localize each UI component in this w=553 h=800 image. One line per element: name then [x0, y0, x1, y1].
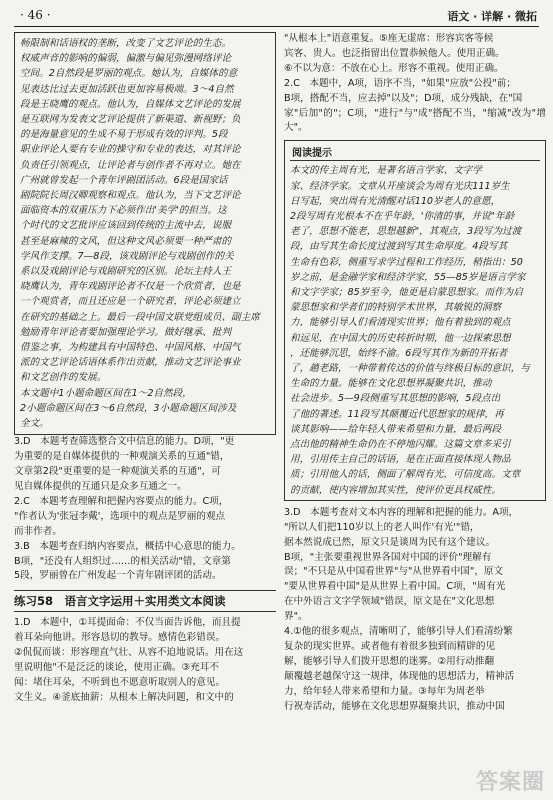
text-line: 晓鹰认为，青年戏剧评论者不仅是一个欣赏者，也是	[20, 281, 241, 293]
text-line: "作者认为'张冠李戴'，选项中的观点是罗丽的观点	[14, 510, 226, 522]
text-line: 见表达比过去更加活跃也更加容易极端。3～4自然	[20, 83, 234, 95]
answer-block	[284, 506, 546, 715]
text-line: 用，引用传主自己的话语，是在正面直接体现人物品	[290, 454, 511, 466]
text-line: 借鉴之事，为构建具有中国特色、中国风格、中国气	[20, 342, 241, 354]
text-line: 闻：堵住耳朵，不听到也不愿意听取别人的意见。	[14, 676, 226, 688]
text-line: 社会进步。5—9段侧重写其思想的影响，5段点出	[290, 393, 501, 405]
text-line: 和文字学家；85岁至今，他更是启蒙思想家。而作为启	[290, 286, 523, 298]
exercise-answers	[14, 616, 276, 705]
text-line: 质；引用他人的话，侧面了解周有光，可信度高。文章	[290, 469, 521, 481]
text-line: "要从世界看中国"是从世界上看中国。C项，"周有光	[284, 581, 506, 593]
text-line: 空间。2自然段是罗丽的观点。她认为，自媒体的意	[20, 68, 238, 80]
text-line: 4.①他的很多观点，清晰明了，能够引导人们看清纷繁	[284, 626, 513, 638]
text-line: 1.D 本题中，①耳提面命：不仅当面告诉他，而且提	[14, 617, 241, 629]
text-line: 的是海量意见的生成不易于形成有效的评判。5段	[20, 129, 228, 141]
text-line: 派的文艺评论话语体系作出贡献，推动文艺评论事业	[20, 357, 241, 369]
text-line: 本文的传主周有光，是著名语言学家、文字学	[290, 165, 482, 177]
text-line: 职业评论人要有专业的操守和专业的表达，对其评论	[20, 144, 241, 156]
text-line: 日写起，突出周有光清醒对话110岁老人的意愿，	[290, 195, 501, 207]
exercise-title: 练习58 语言文字运用＋实用类文本阅读	[14, 590, 276, 612]
text-line: 文生义。④釜底抽薪：从根本上解决问题，和文中的	[14, 691, 234, 703]
text-line: 了他的著述。11段写其颠覆近代思想家的规律，再	[290, 408, 504, 420]
text-line: 2小题命题区间在3～6自然段，3小题命题区间涉及	[20, 402, 237, 414]
answer-block	[14, 435, 276, 584]
page-number: · 46 ·	[20, 8, 51, 22]
text-line: 本文题中1小题命题区间在1～2自然段，	[20, 387, 192, 399]
analysis-box	[14, 32, 276, 435]
text-line: 见自媒体提供的互通只是众多互通之一。	[14, 481, 187, 492]
text-line: 权威声音的影响的偏弱，偏激与偏见弥漫网络评论	[20, 53, 232, 65]
reading-tips-box	[284, 140, 546, 500]
text-line: 负责任引领观点，让评论者与创作者不再对立。她在	[20, 159, 241, 171]
text-line: 甚至是麻辣的文风，但这种文风必须要一种严肃的	[20, 235, 232, 247]
text-line: 在中外语言文字学领域"错误，原文是在"文化思想	[284, 596, 495, 608]
text-line: 了，趟老路，一种带着传达的价值与终极目标的意识，与	[290, 362, 530, 374]
text-line: 3.B 本题考查归纳内容要点，概括中心意思的能力。	[14, 540, 241, 552]
right-column	[284, 32, 546, 796]
text-line: 宾客、贵人。也泛指留出位置恭候他人。使用正确。	[284, 47, 505, 59]
text-line: 复杂的现实世界。或者他有着很多独到而精辟的见	[284, 640, 496, 652]
text-line: 为重要的是自媒体提供的一种观演关系的互通"错，	[14, 451, 230, 463]
header-rule	[14, 26, 539, 27]
text-line: 个时代的文艺批评应该回到传统的主流中去，说服	[20, 220, 232, 232]
text-line: ，还能够沉思，始终不渝。6段写其作为新的开拓者	[290, 347, 508, 359]
text-line: B项，"主张要重视世界各国对中国的评价"理解有	[284, 551, 492, 563]
answer-continuation	[284, 32, 546, 136]
text-line: 是互联网为发表文艺评论提供了新渠道、新视野；负	[20, 114, 241, 126]
text-line: 文章第2段"更重要的是一种观演关系的互通"，可	[14, 466, 221, 478]
text-line: 界"。	[284, 611, 308, 623]
text-line: 岁之前，是金融学家和经济学家，55—85岁是语言学家	[290, 271, 526, 283]
text-line: B项，"还没有人组织过……的相关活动"错，文章第	[14, 555, 231, 567]
text-line: 谈其影响——给年轻人带来希望和力量，最后两段	[290, 423, 502, 435]
text-line: 里说明他"不是泛泛的谈论，使用正确。③充耳不	[14, 662, 219, 674]
text-line: 3.D 本题考查对文本内容的理解和把握的能力。A项，	[284, 506, 519, 518]
text-line: 误；"不只是从中国看世界"与"从世界看中国"，原文	[284, 566, 504, 578]
text-line: 着耳朵向他讲。形容恳切的教导。感情色彩错误。	[14, 632, 226, 644]
text-line: 和文艺创作的发展。	[20, 372, 107, 384]
text-line: 生命有色彩，侧重写求学过程和工作经历，稍指出：50	[290, 256, 523, 268]
text-line: ⑥不以为意：不放在心上。形容不重视。使用正确。	[284, 62, 504, 74]
text-line: 生命的力量。能够在文化思想界凝聚共识，推动	[290, 378, 492, 390]
text-line: 2段写周有光根本不在乎年龄，'你清的事，并说"年龄	[290, 210, 515, 222]
text-line: 蒙思想家和学者们的特别学术世界，其敏锐的洞察	[290, 302, 502, 314]
text-line: 行祝寿活动，能够在文化思想界凝聚共识，推动中国	[284, 700, 505, 712]
text-line: 2.C 本题考查理解和把握内容要点的能力。C项，	[14, 495, 229, 507]
text-line: 解，能够引导人们拨开思想的迷雾。②用行动推翻	[284, 655, 495, 667]
text-line: 老了，思想不能老，思想越新"，其观点，3段写为过渡	[290, 226, 522, 238]
text-line: "从根本上"语意重复。⑤座无虚席：形容宾客等候	[284, 33, 494, 44]
text-line: 5段，罗丽曾在广州发起一个青年剧评团的活动。	[14, 570, 222, 582]
text-line: 剧院院长周汉卿观察和观点。他认为，当下文艺评论	[20, 190, 241, 202]
text-line: 2.C 本题中，A项，语序不当，"如果"应放"公投"前；	[284, 77, 516, 89]
text-line: 家"后加"的"；C项，"进行"与"成"搭配不当，"缩减"改为"增大"。	[284, 107, 546, 134]
text-line: 的贡献，使内容增加其实性，使评价更具权威性。	[290, 484, 502, 496]
reading-tips-title: 阅读提示	[290, 143, 540, 161]
text-line: 点出他的精神生命仍在不停地闪耀。这篇文章多采引	[290, 439, 511, 450]
text-line: 力，给年轻人带来希望和力量。③每年为周老举	[284, 685, 485, 697]
text-line: 段，由写其生命长度过渡到写其生命厚度。4段写其	[290, 241, 508, 253]
text-line: 系以及戏剧评论与戏剧研究的区别。论坛主持人王	[20, 266, 232, 278]
text-line: ②侃侃而谈：形容理直气壮、从容不迫地说话。用在这	[14, 647, 244, 659]
text-line: 而非作者。	[14, 525, 62, 537]
text-line: 勉励青年评论者要加强理论学习。做好继承、批判	[20, 326, 232, 338]
text-line: 段是王晓鹰的观点。他认为，自媒体文艺评论的发展	[20, 98, 241, 110]
running-header: 语文 · 详解 · 微拓	[447, 10, 537, 23]
text-line: 在研究的基础之上。最后一段中国文联党组成员、副主席	[20, 311, 260, 323]
text-line: 和远见，在中国大的历史转折时期，他一边探索思想	[290, 332, 511, 344]
text-line: 一个观赏者，而且还应是一个研究者，评论必须建立	[20, 296, 241, 308]
text-line: 3.D 本题考查筛选整合文中信息的能力。D项，"更	[14, 436, 235, 448]
text-line: 面临资本的双重压力下必须作出'美学'的担当。这	[20, 205, 227, 217]
text-line: 据本然说成已然，原文只是谈周为民有这个建议。	[284, 536, 496, 548]
text-line: 家、经济学家。文章从开座谈会为周有光庆111岁生	[290, 180, 510, 192]
text-line: 学风作支撑。7—8段，该戏剧评论与戏剧创作的关	[20, 250, 234, 262]
text-line: 颠覆越老越保守这一规律，体现他的思想活力，精神活	[284, 670, 515, 682]
text-line: 畅限制和话语权的垄断，改变了文艺评论的生态。	[20, 38, 232, 49]
watermark: 答案圈	[475, 770, 545, 795]
text-line: "所以人们把110岁以上的老人叫作'有光'"错，	[284, 521, 480, 533]
text-line: 全文。	[20, 418, 49, 430]
text-line: 力，能够引导人们看清现实世界；他有着独到的观点	[290, 317, 511, 329]
text-line: B项，搭配不当，应去掉"以及"；D项，成分残缺，在"国	[284, 92, 523, 104]
reading-tips-body	[290, 163, 540, 497]
text-line: 广州就曾发起一个青年评剧团活动。6段是国家话	[20, 174, 228, 186]
left-column	[14, 32, 276, 796]
